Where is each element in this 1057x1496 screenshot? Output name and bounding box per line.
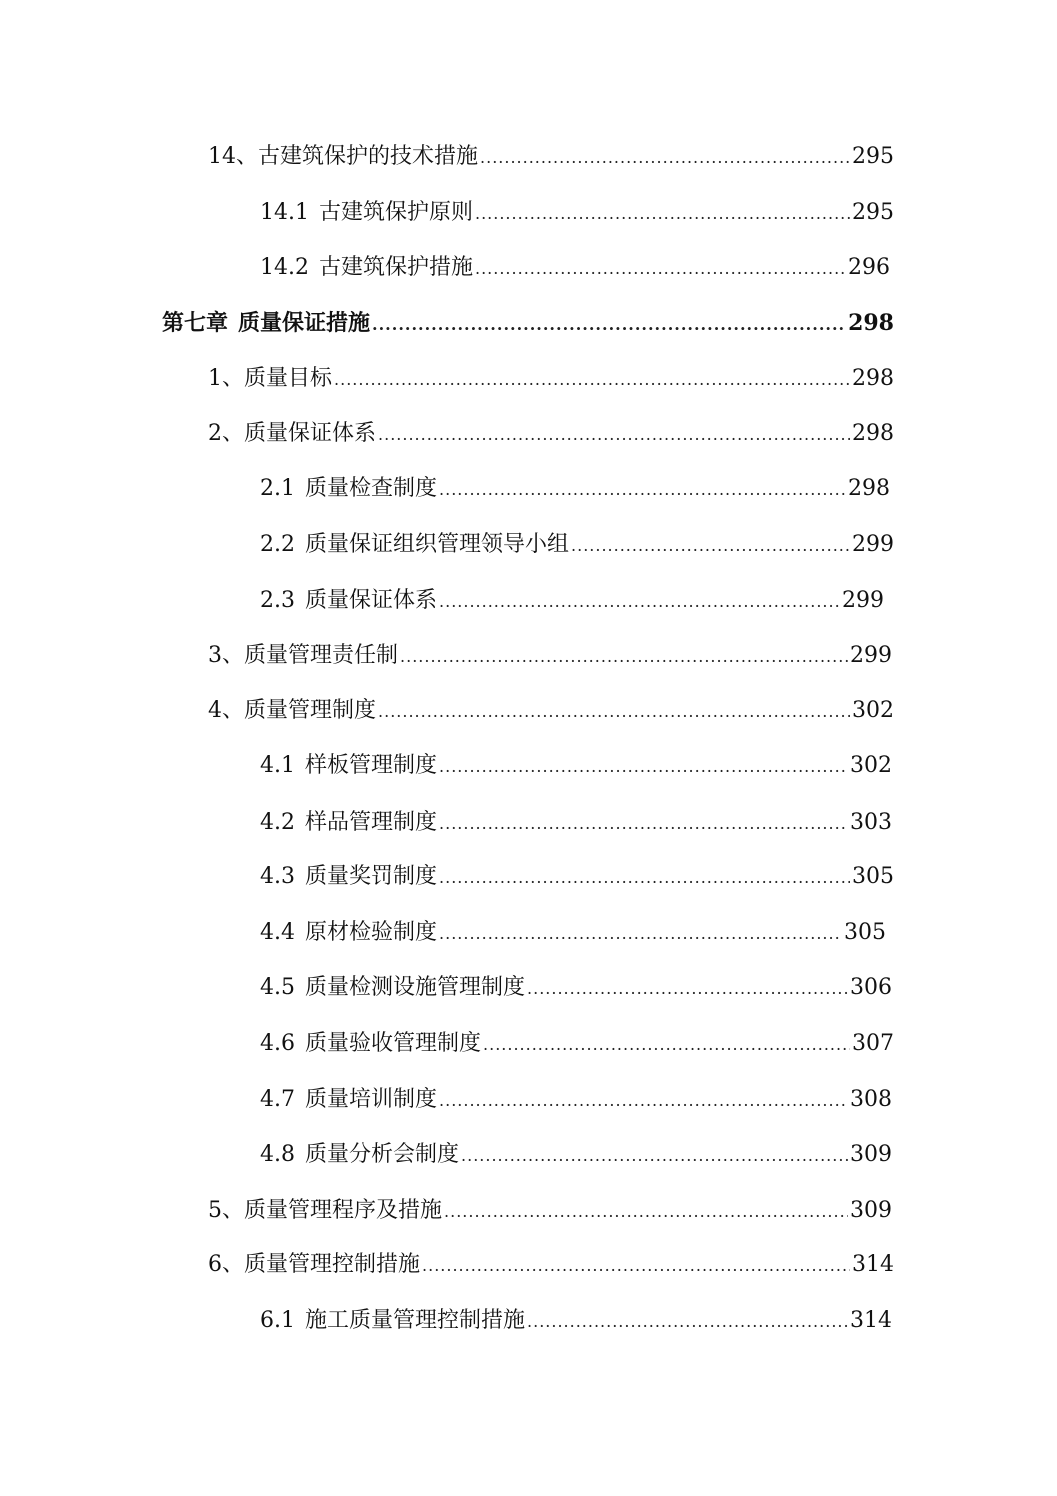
toc-entry-page: 309 xyxy=(850,1142,892,1167)
dot-leader xyxy=(400,642,848,672)
toc-entry-number: 4.4 xyxy=(260,920,295,945)
toc-entry-1[interactable] xyxy=(208,364,894,394)
toc-entry-title: 质量验收管理制度 xyxy=(305,1031,482,1056)
toc-entry-page: 314 xyxy=(850,1308,892,1333)
dot-leader xyxy=(439,587,840,617)
dot-leader xyxy=(461,1141,848,1171)
toc-entry-number: 14.1 xyxy=(260,200,309,225)
toc-entry-number: 6.1 xyxy=(260,1308,295,1333)
toc-entry-title: 样板管理制度 xyxy=(305,753,438,778)
toc-entry-title: 质量保证体系 xyxy=(305,588,438,613)
toc-entry-4-8[interactable] xyxy=(260,1140,892,1170)
toc-entry-3[interactable] xyxy=(208,641,892,671)
toc-entry-2-1[interactable] xyxy=(260,474,890,504)
toc-entry-title: 古建筑保护的技术措施 xyxy=(258,144,479,169)
toc-entry-title: 质量分析会制度 xyxy=(305,1142,460,1167)
toc-entry-number: 4.5 xyxy=(260,975,295,1000)
toc-entry-page: 295 xyxy=(852,144,894,169)
toc-entry-page: 299 xyxy=(850,643,892,668)
toc-entry-number: 2.2 xyxy=(260,532,295,557)
toc-entry-number: 3、 xyxy=(208,643,244,668)
dot-leader xyxy=(439,1086,848,1116)
toc-entry-page: 302 xyxy=(852,698,894,723)
dot-leader xyxy=(475,254,846,284)
toc-entry-6-1[interactable] xyxy=(260,1306,892,1336)
toc-entry-4-3[interactable] xyxy=(260,862,894,892)
toc-entry-number: 4.3 xyxy=(260,864,295,889)
toc-entry-title: 质量管理责任制 xyxy=(244,643,399,668)
dot-leader xyxy=(439,752,848,782)
toc-entry-page: 305 xyxy=(852,864,894,889)
toc-entry-title: 古建筑保护措施 xyxy=(318,255,473,280)
toc-entry-page: 298 xyxy=(852,421,894,446)
toc-entry-4-7[interactable] xyxy=(260,1085,892,1115)
dot-leader xyxy=(372,310,846,340)
dot-leader xyxy=(444,1197,848,1227)
toc-entry-page: 298 xyxy=(852,366,894,391)
toc-entry-title: 施工质量管理控制措施 xyxy=(305,1308,526,1333)
toc-entry-4-6[interactable] xyxy=(260,1029,894,1059)
dot-leader xyxy=(480,143,850,173)
dot-leader xyxy=(334,365,850,395)
toc-entry-number: 4.6 xyxy=(260,1031,295,1056)
toc-entry-number: 6、 xyxy=(208,1252,244,1277)
toc-entry-5[interactable] xyxy=(208,1196,892,1226)
toc-entry-number: 14.2 xyxy=(260,255,309,280)
toc-entry-page: 298 xyxy=(848,476,890,501)
toc-entry-page: 295 xyxy=(852,200,894,225)
dot-leader xyxy=(378,697,850,727)
toc-entry-title: 质量检测设施管理制度 xyxy=(305,975,526,1000)
toc-entry-page: 306 xyxy=(850,975,892,1000)
toc-chapter-7[interactable] xyxy=(162,308,894,338)
toc-entry-title: 样品管理制度 xyxy=(305,810,438,835)
toc-entry-4-5[interactable] xyxy=(260,973,892,1003)
toc-chapter-title: 质量保证措施 xyxy=(238,310,371,336)
toc-chapter-number: 第七章 xyxy=(162,310,229,336)
dot-leader xyxy=(571,531,850,561)
toc-entry-number: 4.2 xyxy=(260,810,295,835)
toc-entry-14-2[interactable] xyxy=(260,253,890,283)
toc-entry-page: 299 xyxy=(842,588,884,613)
toc-entry-title: 质量保证体系 xyxy=(244,421,377,446)
toc-entry-2-3[interactable] xyxy=(260,586,884,616)
dot-leader xyxy=(378,420,850,450)
dot-leader xyxy=(439,475,846,505)
dot-leader xyxy=(439,919,842,949)
toc-entry-page: 308 xyxy=(850,1087,892,1112)
toc-entry-number: 14、 xyxy=(208,144,258,169)
toc-entry-page: 303 xyxy=(850,810,892,835)
toc-entry-title: 质量奖罚制度 xyxy=(305,864,438,889)
toc-entry-2-2[interactable] xyxy=(260,530,894,560)
toc-entry-number: 5、 xyxy=(208,1198,244,1223)
toc-entry-title: 质量管理制度 xyxy=(244,698,377,723)
toc-entry-page: 296 xyxy=(848,255,890,280)
toc-entry-title: 质量保证组织管理领导小组 xyxy=(305,532,570,557)
toc-entry-title: 质量培训制度 xyxy=(305,1087,438,1112)
toc-chapter-page: 298 xyxy=(848,310,894,336)
dot-leader xyxy=(439,863,850,893)
toc-entry-title: 古建筑保护原则 xyxy=(318,200,473,225)
toc-entry-page: 307 xyxy=(852,1031,894,1056)
toc-entry-title: 质量目标 xyxy=(244,366,333,391)
toc-entry-title: 质量管理控制措施 xyxy=(244,1252,421,1277)
dot-leader xyxy=(527,1307,848,1337)
toc-entry-6[interactable] xyxy=(208,1250,894,1280)
toc-entry-number: 4.7 xyxy=(260,1087,295,1112)
toc-entry-14-1[interactable] xyxy=(260,198,894,228)
toc-entry-number: 2、 xyxy=(208,421,244,446)
toc-entry-4[interactable] xyxy=(208,696,894,726)
toc-entry-page: 314 xyxy=(852,1252,894,1277)
toc-entry-title: 质量检查制度 xyxy=(305,476,438,501)
toc-entry-4-2[interactable] xyxy=(260,808,892,838)
toc-entry-number: 2.1 xyxy=(260,476,295,501)
toc-entry-14[interactable] xyxy=(208,142,894,172)
toc-entry-page: 305 xyxy=(844,920,886,945)
toc-entry-title: 质量管理程序及措施 xyxy=(244,1198,443,1223)
dot-leader xyxy=(483,1030,850,1060)
toc-entry-page: 299 xyxy=(852,532,894,557)
toc-entry-title: 原材检验制度 xyxy=(305,920,438,945)
toc-entry-4-1[interactable] xyxy=(260,751,892,781)
toc-entry-number: 4.8 xyxy=(260,1142,295,1167)
toc-entry-number: 2.3 xyxy=(260,588,295,613)
toc-entry-2[interactable] xyxy=(208,419,894,449)
toc-entry-page: 302 xyxy=(850,753,892,778)
dot-leader xyxy=(422,1251,850,1281)
dot-leader xyxy=(475,199,850,229)
dot-leader xyxy=(527,974,848,1004)
toc-entry-page: 309 xyxy=(850,1198,892,1223)
toc-entry-number: 4.1 xyxy=(260,753,295,778)
toc-entry-4-4[interactable] xyxy=(260,918,886,948)
toc-entry-number: 1、 xyxy=(208,366,244,391)
toc-entry-number: 4、 xyxy=(208,698,244,723)
dot-leader xyxy=(439,809,848,839)
